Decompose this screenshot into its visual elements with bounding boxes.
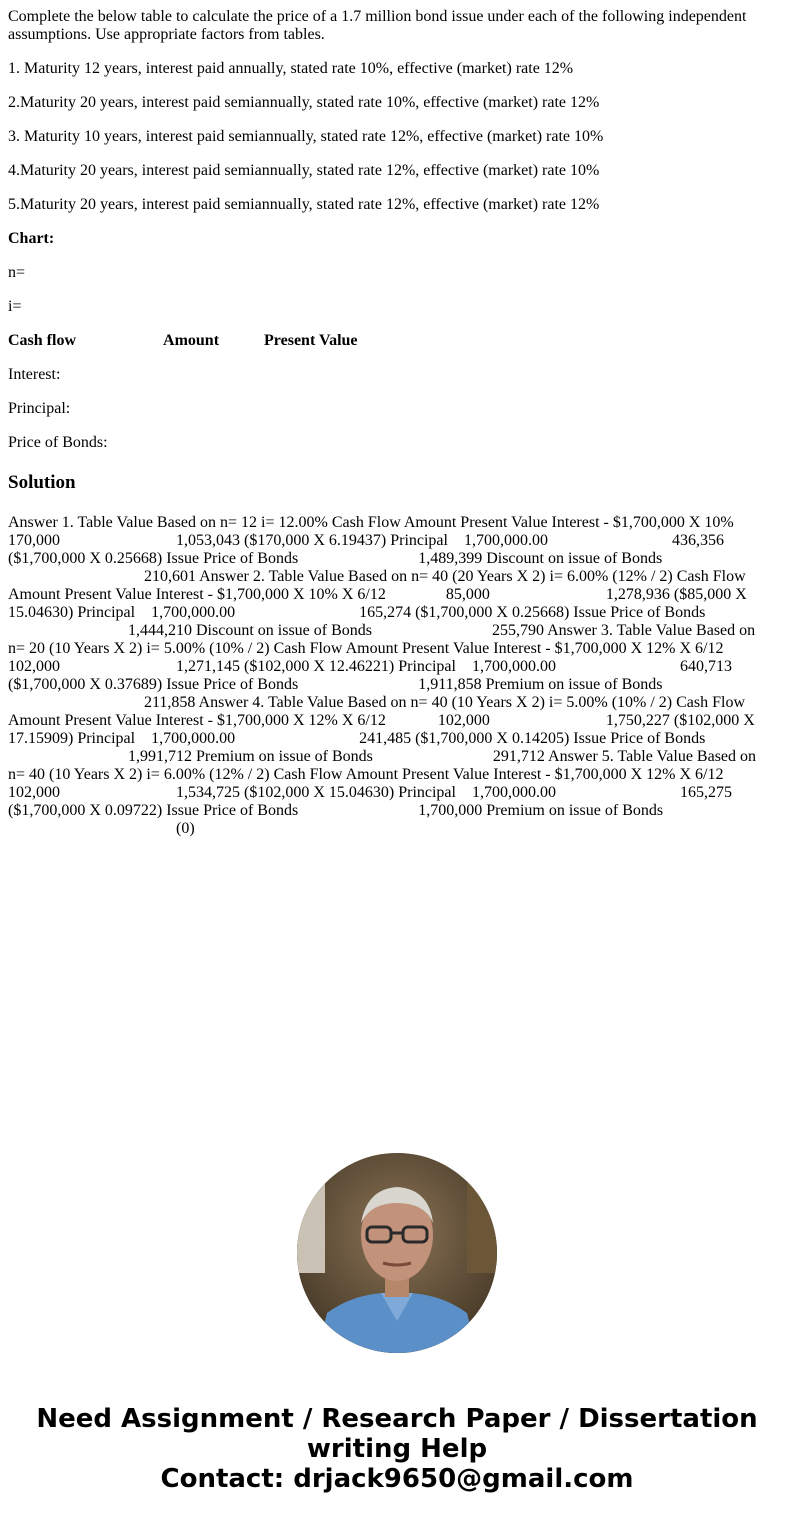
question-item-2: 2.Maturity 20 years, interest paid semiannually, stated rate 10%, effective (market) rate 12% (8, 94, 600, 111)
chart-label: Chart: (8, 230, 55, 247)
question-item-3: 3. Maturity 10 years, interest paid semiannually, stated rate 12%, effective (market) rate 10% (8, 128, 604, 145)
question-intro: Complete the below table to calculate the price of a 1.7 million bond issue under each of the following independent assumptions. Use appropriate factors from tables. (8, 8, 747, 43)
header-amount: Amount (163, 332, 220, 349)
author-avatar (297, 1153, 497, 1353)
person-photo-icon (297, 1153, 497, 1353)
header-present-value: Present Value (264, 332, 358, 349)
n-label: n= (8, 264, 26, 281)
question-item-1: 1. Maturity 12 years, interest paid annually, stated rate 10%, effective (market) rate 12% (8, 60, 574, 77)
solution-answer-text: Answer 1. Table Value Based on n= 12 i= 12.00% Cash Flow Amount Present Value Interest - $1,700,000 X 10% 170,000 1,053,043 ($170,000 X 6.19437) Principal 1,700,000.00 436,356 ($1,700,000 X 0.25668) Issue Price of Bonds 1,489,399 Discount on issue of Bonds 210,601 Answer 2. Table Value Based on n= 40 (20 Years X 2) i= 6.00% (12% / 2) Cash Flow Amount Present Value Interest - $1,700,000 X 10% X 6/12 85,000 1,278,936 ($85,000 X 15.04630) Principal 1,700,000.00 165,274 ($1,700,000 X 0.25668) Issue Price of Bonds 1,444,210 Discount on issue of Bonds 255,790 Answer 3. Table Value Based on n= 20 (10 Years X 2) i= 5.00% (10% / 2) Cash Flow Amount Present Value Interest - $1,700,000 X 12% X 6/12 102,000 1,271,145 ($102,000 X 12.46221) Principal 1,700,000.00 640,713 ($1,700,000 X 0.37689) Issue Price of Bonds 1,911,858 Premium on issue of Bonds 211,858 Answer 4. Table Value Based on n= 40 (10 Years X 2) i= 5.00% (10% / 2) Cash Flow Amount Present Value Interest - $1,700,000 X 12% X 6/12 102,000 1,750,227 ($102,000 X 17.15909) Principal 1,700,000.00 241,485 ($1,700,000 X 0.14205) Issue Price of Bonds 1,991,712 Premium on issue of Bonds 291,712 Answer 5. Table Value Based on n= 40 (10 Years X 2) i= 6.00% (12% / 2) Cash Flow Amount Present Value Interest - $1,700,000 X 12% X 6/12 102,000 1,534,725 ($102,000 X 15.04630) Principal 1,700,000.00 165,275 ($1,700,000 X 0.09722) Issue Price of Bonds 1,700,000 Premium on issue of Bonds (0) (8, 514, 757, 837)
row-principal: Principal: (8, 400, 71, 417)
question-item-4: 4.Maturity 20 years, interest paid semiannually, stated rate 12%, effective (market) rate 10% (8, 162, 600, 179)
footer-banner (0, 1404, 794, 1494)
header-cash-flow: Cash flow (8, 332, 77, 349)
row-interest: Interest: (8, 366, 61, 383)
row-price-of-bonds: Price of Bonds: (8, 434, 108, 451)
footer-line-1: Need Assignment / Research Paper / Dissertation (36, 1404, 758, 1434)
footer-contact: Contact: drjack9650@gmail.com (160, 1464, 634, 1494)
question-item-5: 5.Maturity 20 years, interest paid semiannually, stated rate 12%, effective (market) rate 12% (8, 196, 600, 213)
footer-line-2: writing Help (306, 1434, 488, 1464)
table-header (8, 332, 786, 350)
document-body (8, 8, 786, 838)
i-label: i= (8, 298, 22, 315)
solution-heading: Solution (8, 472, 76, 493)
